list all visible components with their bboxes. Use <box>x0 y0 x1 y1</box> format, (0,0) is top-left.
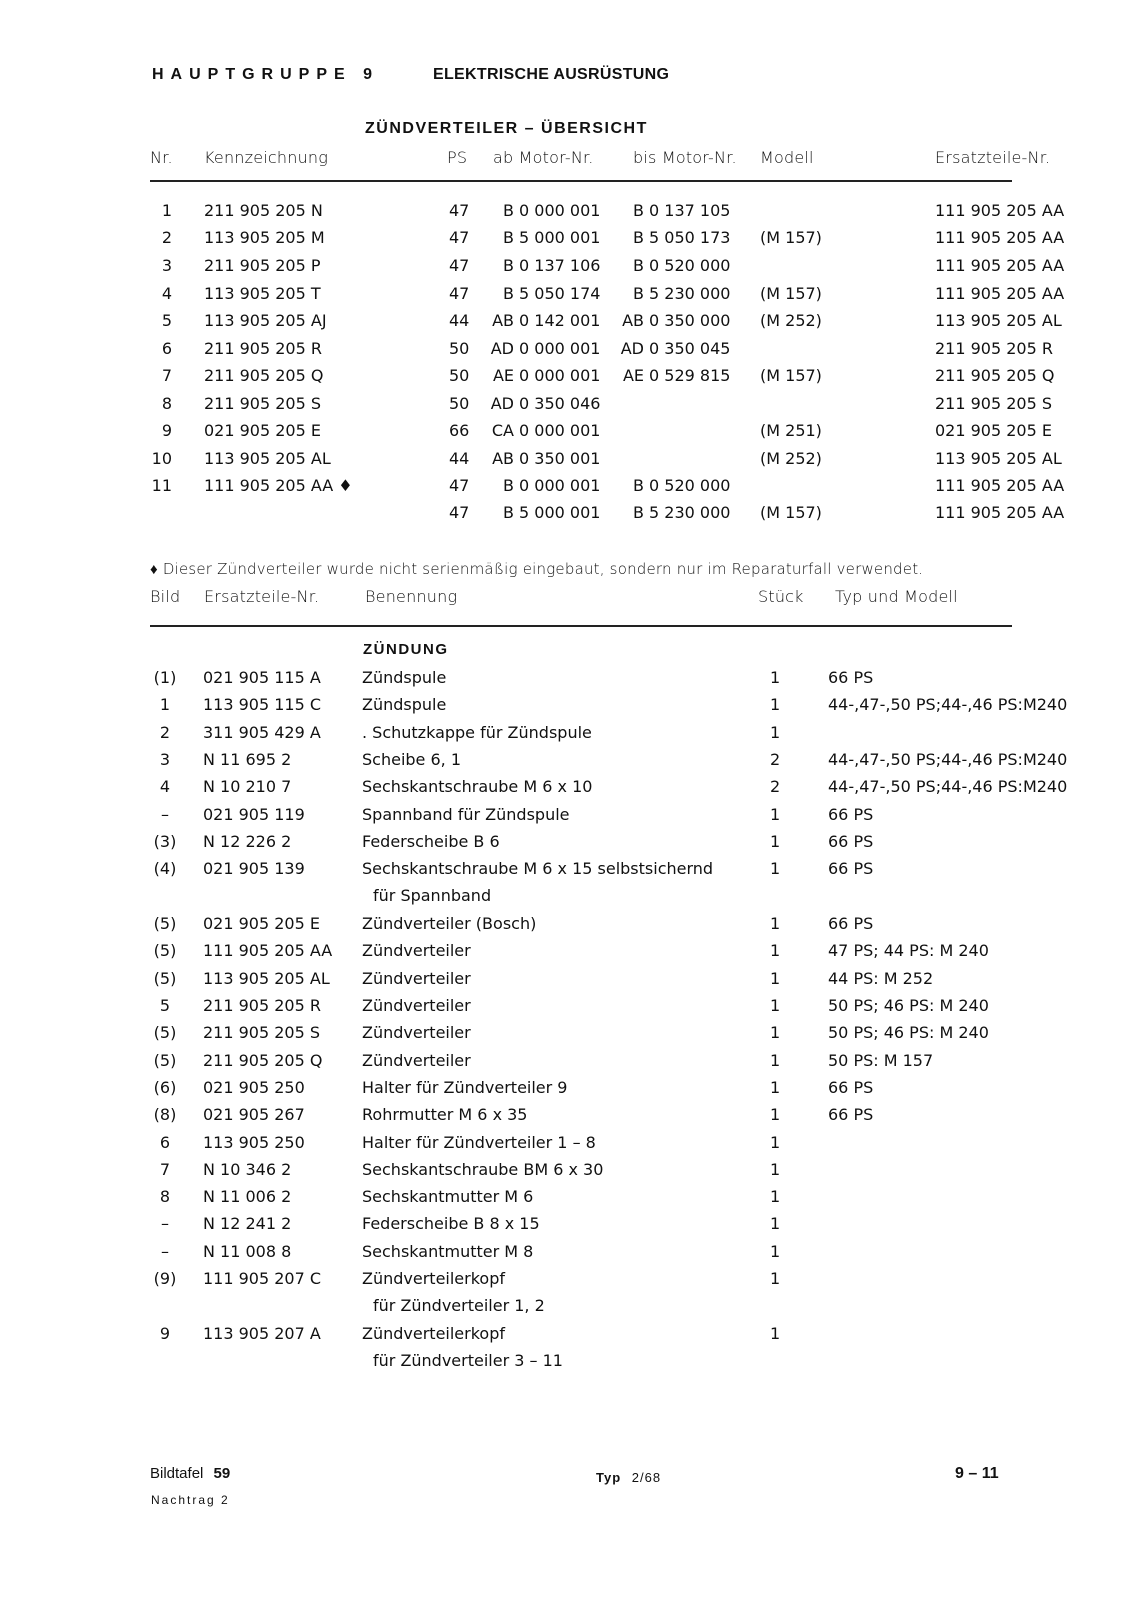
overview-row <box>0 284 1139 308</box>
parts-benennung: Zündverteiler <box>362 996 471 1015</box>
parts-row <box>0 1187 1139 1211</box>
overview-kennzeichnung: 021 905 205 E <box>204 421 321 440</box>
overview-nr: 7 <box>161 366 172 385</box>
col-nr: Nr. <box>150 148 173 167</box>
overview-ersatzteile: 111 905 205 AA <box>935 503 1065 522</box>
overview-bis-prefix: AB <box>622 311 644 330</box>
overview-ab-prefix: B <box>503 476 514 495</box>
parts-benennung: Zündverteiler <box>362 968 471 988</box>
overview-title: ZÜNDVERTEILER – ÜBERSICHT <box>365 120 648 137</box>
parts-bild: (6) <box>153 1077 177 1097</box>
parts-nr: 021 905 267 <box>203 1105 305 1125</box>
parts-benennung: Zündverteiler <box>362 941 471 961</box>
parts-benennung: Spannband für Zündspule <box>362 804 570 824</box>
overview-nr: 3 <box>161 256 172 275</box>
group-label: HAUPTGRUPPE 9 <box>152 66 380 83</box>
overview-bis: 0 520 000 <box>649 476 731 495</box>
overview-row <box>0 366 1139 390</box>
parts-row <box>0 1133 1139 1157</box>
parts-stueck: 1 <box>770 1324 781 1343</box>
overview-ps: 47 <box>449 228 470 247</box>
overview-nr: 1 <box>161 201 172 220</box>
parts-bild: (4) <box>153 859 177 879</box>
parts-benennung: Zündverteilerkopf <box>362 1269 505 1288</box>
overview-ersatzteile: 211 905 205 R <box>935 339 1053 358</box>
parts-typ: 44-,47-,50 PS;44-,46 PS:M240 <box>828 777 1068 797</box>
parts-stueck: 1 <box>770 1159 781 1179</box>
page-number: 9 – 11 <box>955 1465 999 1482</box>
parts-benennung: Zündverteiler (Bosch) <box>362 914 537 934</box>
parts-row <box>0 969 1139 993</box>
parts-stueck: 1 <box>770 859 781 879</box>
parts-benennung: Sechskantmutter M 6 <box>362 1187 534 1207</box>
col-modell: Modell <box>760 148 814 167</box>
parts-benennung: Sechskantschraube M 6 x 15 selbstsichernd <box>362 859 714 879</box>
group-title: ELEKTRISCHE AUSRÜSTUNG <box>433 66 670 83</box>
parts-typ: 66 PS <box>828 668 874 687</box>
overview-bis-prefix: B <box>633 503 644 522</box>
parts-stueck: 1 <box>770 1132 781 1152</box>
overview-ersatzteile: 113 905 205 AL <box>935 449 1062 468</box>
overview-ersatzteile: 113 905 205 AL <box>935 311 1062 330</box>
overview-ersatzteile: 111 905 205 AA <box>935 476 1065 495</box>
parts-nr: 113 905 207 A <box>203 1324 321 1343</box>
overview-modell: (M 157) <box>760 366 822 385</box>
parts-nr: N 11 695 2 <box>203 749 292 769</box>
parts-nr: N 11 008 8 <box>203 1241 292 1261</box>
parts-row <box>0 1023 1139 1047</box>
parts-benennung: Zündverteilerkopf <box>362 1324 505 1343</box>
parts-nr: 211 905 205 Q <box>203 1050 323 1070</box>
overview-row <box>0 228 1139 252</box>
parts-benennung: Sechskantschraube M 6 x 10 <box>362 777 593 797</box>
parts-bild: (5) <box>153 968 177 988</box>
parts-nr: 211 905 205 R <box>203 996 321 1015</box>
parts-nr: 211 905 205 S <box>203 1023 321 1043</box>
parts-nr: N 10 346 2 <box>203 1159 292 1179</box>
overview-ab: 5 000 001 <box>519 228 601 247</box>
overview-ab: 0 142 001 <box>519 311 601 330</box>
col-ps: PS <box>447 148 468 167</box>
parts-benennung: Zündverteiler <box>362 1050 471 1070</box>
overview-kennzeichnung: 211 905 205 N <box>204 201 323 220</box>
overview-ersatzteile: 111 905 205 AA <box>935 256 1065 275</box>
overview-bis: 0 520 000 <box>649 256 731 275</box>
overview-ab-prefix: B <box>503 201 514 220</box>
typ-date <box>596 1470 661 1485</box>
parts-row <box>0 941 1139 965</box>
parts-bild: – <box>161 1214 169 1234</box>
parts-benennung: Halter für Zündverteiler 9 <box>362 1077 568 1097</box>
parts-typ: 66 PS <box>828 804 874 824</box>
parts-stueck: 1 <box>770 1077 781 1097</box>
parts-row <box>0 1324 1139 1370</box>
parts-benennung: Federscheibe B 6 <box>362 831 500 851</box>
parts-typ: 66 PS <box>828 831 874 851</box>
parts-row <box>0 805 1139 829</box>
overview-ersatzteile: 211 905 205 S <box>935 394 1053 413</box>
overview-row <box>0 421 1139 445</box>
parts-nr: 021 905 119 <box>203 804 305 824</box>
overview-modell: (M 157) <box>760 284 822 303</box>
parts-nr: N 10 210 7 <box>203 777 292 797</box>
bildtafel-label: Bildtafel <box>150 1465 204 1482</box>
parts-bild: – <box>161 804 169 824</box>
overview-row <box>0 311 1139 335</box>
overview-kennzeichnung: 211 905 205 S <box>204 394 322 413</box>
parts-typ: 44 PS: M 252 <box>828 968 934 988</box>
parts-stueck: 1 <box>770 831 781 851</box>
overview-ab-prefix: CA <box>491 421 514 440</box>
parts-bild: 3 <box>159 749 171 769</box>
parts-benennung: . Schutzkappe für Zündspule <box>362 722 592 742</box>
overview-bis-prefix: B <box>633 256 644 275</box>
parts-benennung-sub: für Spannband <box>373 886 492 906</box>
overview-modell: (M 157) <box>760 228 822 247</box>
parts-nr: 021 905 250 <box>203 1077 305 1097</box>
overview-ps: 47 <box>449 284 470 303</box>
parts-bild: (1) <box>153 668 177 687</box>
overview-nr: 10 <box>151 449 172 468</box>
overview-ab: 5 000 001 <box>519 503 601 522</box>
overview-ps: 44 <box>449 449 470 468</box>
parts-bild: (8) <box>153 1105 177 1125</box>
parts-nr: 021 905 115 A <box>203 668 321 687</box>
col-benennung: Benennung <box>365 587 458 606</box>
overview-bis: 5 230 000 <box>649 503 731 522</box>
overview-modell: (M 251) <box>760 421 822 440</box>
parts-bild: 7 <box>159 1159 171 1179</box>
parts-stueck: 1 <box>770 804 781 824</box>
overview-bis: 0 350 045 <box>649 339 731 358</box>
parts-stueck: 1 <box>770 914 781 934</box>
parts-row <box>0 859 1139 906</box>
parts-benennung: Scheibe 6, 1 <box>362 749 461 769</box>
parts-header-rule <box>150 625 1012 627</box>
overview-ps: 66 <box>449 421 470 440</box>
overview-kennzeichnung: 211 905 205 Q <box>204 366 324 385</box>
col-kennzeichnung: Kennzeichnung <box>204 148 329 167</box>
overview-ersatzteile: 111 905 205 AA <box>935 201 1065 220</box>
parts-typ: 44-,47-,50 PS;44-,46 PS:M240 <box>828 749 1068 769</box>
col-bis-motor: bis Motor-Nr. <box>633 148 737 167</box>
parts-bild: 4 <box>159 777 171 797</box>
parts-benennung: Zündspule <box>362 695 447 715</box>
parts-stueck: 1 <box>770 722 781 742</box>
parts-row <box>0 695 1139 719</box>
overview-kennzeichnung: 211 905 205 R <box>204 339 322 358</box>
overview-row <box>0 449 1139 473</box>
parts-row <box>0 777 1139 801</box>
overview-ps: 44 <box>449 311 470 330</box>
parts-nr: 113 905 205 AL <box>203 968 330 988</box>
parts-typ: 66 PS <box>828 1077 874 1097</box>
parts-row <box>0 914 1139 938</box>
overview-ab-prefix: B <box>503 284 514 303</box>
overview-ps: 50 <box>449 366 470 385</box>
parts-bild: 9 <box>159 1324 171 1343</box>
parts-nr: 111 905 207 C <box>203 1269 322 1288</box>
overview-ab: 0 000 001 <box>519 339 601 358</box>
parts-nr: 021 905 139 <box>203 859 305 879</box>
overview-kennzeichnung: 111 905 205 AA ♦ <box>204 476 353 495</box>
parts-nr: N 12 241 2 <box>203 1214 292 1234</box>
parts-row <box>0 1078 1139 1102</box>
parts-typ: 50 PS; 46 PS: M 240 <box>828 996 989 1015</box>
overview-ps: 47 <box>449 256 470 275</box>
parts-nr: 311 905 429 A <box>203 722 321 742</box>
overview-row <box>0 201 1139 225</box>
col-bild: Bild <box>150 587 181 606</box>
bildtafel-number: 59 <box>213 1465 231 1482</box>
parts-stueck: 1 <box>770 1241 781 1261</box>
parts-bild: (5) <box>153 914 177 934</box>
overview-nr: 5 <box>161 311 172 330</box>
overview-row <box>0 476 1139 500</box>
overview-nr: 4 <box>161 284 172 303</box>
overview-ab: 0 350 046 <box>519 394 601 413</box>
parts-benennung: Halter für Zündverteiler 1 – 8 <box>362 1132 596 1152</box>
parts-row <box>0 1051 1139 1075</box>
parts-benennung: Sechskantschraube BM 6 x 30 <box>362 1159 604 1179</box>
parts-stueck: 1 <box>770 1269 781 1288</box>
col-typ: Typ und Modell <box>835 587 958 606</box>
parts-row <box>0 1105 1139 1129</box>
parts-stueck: 1 <box>770 1023 781 1043</box>
overview-nr: 6 <box>161 339 172 358</box>
parts-stueck: 1 <box>770 1214 781 1234</box>
overview-bis: 0 350 000 <box>649 311 731 330</box>
parts-nr: N 11 006 2 <box>203 1187 292 1207</box>
overview-bis-prefix: B <box>633 201 644 220</box>
overview-ab-prefix: B <box>503 503 514 522</box>
overview-bis-prefix: B <box>633 228 644 247</box>
overview-footnote: ♦ Dieser Zündverteiler wurde nicht serienmäßig eingebaut, sondern nur im Reparaturfall verwendet. <box>150 560 924 578</box>
parts-stueck: 1 <box>770 996 781 1015</box>
overview-ab: 0 000 001 <box>519 421 601 440</box>
parts-benennung: Zündspule <box>362 668 447 687</box>
parts-row <box>0 668 1139 692</box>
parts-stueck: 2 <box>770 749 781 769</box>
overview-nr: 8 <box>161 394 172 413</box>
parts-bild: 1 <box>159 695 171 715</box>
overview-ersatzteile: 021 905 205 E <box>935 421 1052 440</box>
section-title-zuendung: ZÜNDUNG <box>363 641 449 658</box>
overview-modell: (M 252) <box>760 311 822 330</box>
overview-ab: 5 050 174 <box>519 284 601 303</box>
parts-row <box>0 1214 1139 1238</box>
parts-bild: 2 <box>159 722 171 742</box>
overview-bis-prefix: AD <box>620 339 644 358</box>
col-ersatzteile: Ersatzteile-Nr. <box>935 148 1051 167</box>
overview-nr: 11 <box>151 476 172 495</box>
overview-row <box>0 339 1139 363</box>
overview-ab-prefix: AE <box>492 366 514 385</box>
parts-benennung: Sechskantmutter M 8 <box>362 1241 534 1261</box>
overview-ersatzteile: 211 905 205 Q <box>935 366 1055 385</box>
parts-typ: 66 PS <box>828 859 874 879</box>
parts-row <box>0 1242 1139 1266</box>
parts-row <box>0 1160 1139 1184</box>
overview-bis: 5 050 173 <box>649 228 731 247</box>
parts-benennung-sub: für Zündverteiler 3 – 11 <box>373 1351 563 1370</box>
col-stueck: Stück <box>758 587 804 606</box>
parts-typ: 66 PS <box>828 914 874 934</box>
overview-kennzeichnung: 113 905 205 M <box>204 228 325 247</box>
overview-ps: 47 <box>449 201 470 220</box>
overview-bis: 0 529 815 <box>649 366 731 385</box>
parts-typ: 44-,47-,50 PS;44-,46 PS:M240 <box>828 695 1068 715</box>
overview-ersatzteile: 111 905 205 AA <box>935 228 1065 247</box>
overview-row <box>0 256 1139 280</box>
overview-row <box>0 503 1139 527</box>
parts-bild: (5) <box>153 941 177 961</box>
typ-label: Typ <box>596 1470 622 1485</box>
overview-bis: 0 137 105 <box>649 201 731 220</box>
overview-ab: 0 000 001 <box>519 476 601 495</box>
overview-modell: (M 252) <box>760 449 822 468</box>
parts-nr: N 12 226 2 <box>203 831 292 851</box>
parts-nr: 021 905 205 E <box>203 914 320 934</box>
parts-stueck: 1 <box>770 668 781 687</box>
parts-benennung: Zündverteiler <box>362 1023 471 1043</box>
overview-row <box>0 394 1139 418</box>
overview-ab: 0 000 001 <box>519 366 601 385</box>
overview-ab: 0 350 001 <box>519 449 601 468</box>
overview-kennzeichnung: 113 905 205 AL <box>204 449 331 468</box>
overview-kennzeichnung: 211 905 205 P <box>204 256 321 275</box>
overview-bis-prefix: AE <box>622 366 644 385</box>
overview-ab-prefix: B <box>503 228 514 247</box>
parts-row <box>0 832 1139 856</box>
parts-stueck: 1 <box>770 1105 781 1125</box>
col-ab-motor: ab Motor-Nr. <box>493 148 594 167</box>
parts-stueck: 1 <box>770 695 781 715</box>
parts-benennung: Rohrmutter M 6 x 35 <box>362 1105 528 1125</box>
parts-bild: (9) <box>153 1269 177 1288</box>
overview-ersatzteile: 111 905 205 AA <box>935 284 1065 303</box>
parts-row <box>0 996 1139 1020</box>
overview-bis-prefix: B <box>633 284 644 303</box>
overview-ab: 0 137 106 <box>519 256 601 275</box>
overview-ps: 47 <box>449 476 470 495</box>
parts-stueck: 1 <box>770 1187 781 1207</box>
parts-row <box>0 750 1139 774</box>
parts-stueck: 2 <box>770 777 781 797</box>
bildtafel <box>150 1465 230 1482</box>
overview-nr: 2 <box>161 228 172 247</box>
overview-ab: 0 000 001 <box>519 201 601 220</box>
overview-ab-prefix: AB <box>492 449 514 468</box>
parts-typ: 66 PS <box>828 1105 874 1125</box>
overview-ab-prefix: B <box>503 256 514 275</box>
parts-stueck: 1 <box>770 968 781 988</box>
parts-nr: 113 905 250 <box>203 1132 305 1152</box>
parts-bild: (3) <box>153 831 177 851</box>
overview-header-rule <box>150 180 1012 182</box>
parts-bild: (5) <box>153 1023 177 1043</box>
nachtrag: Nachtrag 2 <box>151 1493 230 1507</box>
overview-bis-prefix: B <box>633 476 644 495</box>
overview-ps: 50 <box>449 394 470 413</box>
parts-benennung: Federscheibe B 8 x 15 <box>362 1214 540 1234</box>
parts-nr: 111 905 205 AA <box>203 941 333 961</box>
parts-bild: 6 <box>159 1132 171 1152</box>
parts-typ: 50 PS; 46 PS: M 240 <box>828 1023 989 1043</box>
overview-modell: (M 157) <box>760 503 822 522</box>
overview-kennzeichnung: 113 905 205 T <box>204 284 321 303</box>
parts-bild: (5) <box>153 1050 177 1070</box>
col-ersatzteile-nr: Ersatzteile-Nr. <box>204 587 320 606</box>
parts-row <box>0 1269 1139 1315</box>
parts-bild: 8 <box>159 1187 171 1207</box>
parts-row <box>0 723 1139 747</box>
overview-ab-prefix: AB <box>492 311 514 330</box>
parts-bild: – <box>161 1241 169 1261</box>
overview-ab-prefix: AD <box>490 339 514 358</box>
overview-nr: 9 <box>161 421 172 440</box>
parts-stueck: 1 <box>770 1050 781 1070</box>
parts-benennung-sub: für Zündverteiler 1, 2 <box>373 1296 545 1315</box>
typ-date-value: 2/68 <box>631 1470 662 1485</box>
overview-kennzeichnung: 113 905 205 AJ <box>204 311 327 330</box>
overview-bis: 5 230 000 <box>649 284 731 303</box>
parts-nr: 113 905 115 C <box>203 695 322 715</box>
overview-ab-prefix: AD <box>490 394 514 413</box>
parts-typ: 47 PS; 44 PS: M 240 <box>828 941 989 961</box>
parts-stueck: 1 <box>770 941 781 961</box>
overview-ps: 47 <box>449 503 470 522</box>
parts-typ: 50 PS: M 157 <box>828 1050 934 1070</box>
parts-bild: 5 <box>159 996 171 1015</box>
overview-ps: 50 <box>449 339 470 358</box>
